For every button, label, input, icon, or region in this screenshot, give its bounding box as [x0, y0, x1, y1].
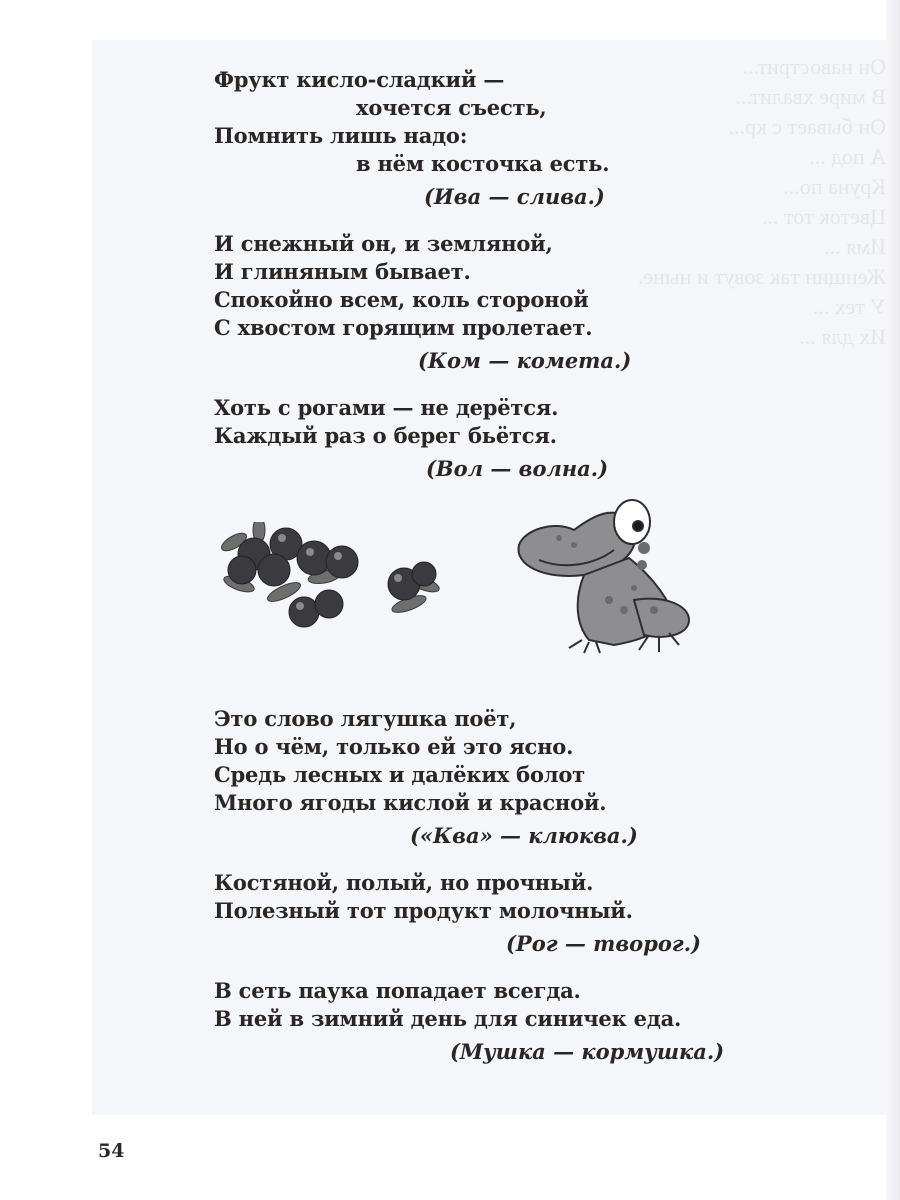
riddle-answer: (Ком — комета.) [418, 348, 632, 373]
riddle-line: Но о чём, только ей это ясно. [214, 734, 574, 759]
riddle-line: Каждый раз о берег бьётся. [214, 423, 557, 448]
page-number: 54 [98, 1140, 125, 1162]
riddle-line: Костяной, полый, но прочный. [214, 870, 594, 895]
riddle-2 [214, 230, 794, 376]
riddle-3 [214, 394, 794, 484]
riddle-line: С хвостом горящим пролетает. [214, 315, 593, 340]
riddle-line: Полезный тот продукт молочный. [214, 898, 633, 923]
riddle-6 [214, 977, 794, 1067]
frog-icon [514, 490, 704, 655]
illustration [214, 502, 794, 667]
bleed-through-text: Он навострит... В мире хвалит... Он бывает с кр... А под ... Круна по... Цветок тот ... Имя ... Женщин так зовут и ныне. У тех ... Их для ... [637, 54, 886, 349]
riddle-line: Это слово лягушка поёт, [214, 706, 517, 731]
riddle-line: И глиняным бывает. [214, 259, 471, 284]
riddle-line: Фрукт кисло-сладкий — [214, 67, 505, 92]
riddle-1 [214, 66, 794, 212]
riddle-answer: (Рог — творог.) [506, 931, 701, 956]
riddles-column [214, 66, 794, 1085]
riddle-answer: (Ива — слива.) [424, 184, 605, 209]
riddle-line: Помнить лишь надо: [214, 123, 468, 148]
riddle-line: Спокойно всем, коль стороной [214, 287, 589, 312]
riddle-answer: (Мушка — кормушка.) [450, 1039, 725, 1064]
riddle-4 [214, 705, 794, 851]
riddle-line: хочется съесть, [356, 95, 547, 120]
riddle-line: Много ягоды кислой и красной. [214, 790, 607, 815]
riddle-answer: («Ква» — клюква.) [410, 823, 638, 848]
page-edge [886, 0, 900, 1200]
riddle-line: Хоть с рогами — не дерётся. [214, 395, 559, 420]
riddle-5 [214, 869, 794, 959]
riddle-line: И снежный он, и земляной, [214, 231, 553, 256]
riddle-line: в нём косточка есть. [356, 151, 610, 176]
riddle-line: Средь лесных и далёких болот [214, 762, 585, 787]
cranberries-icon [214, 522, 454, 642]
riddle-line: В сеть паука попадает всегда. [214, 978, 581, 1003]
riddle-line: В ней в зимний день для синичек еда. [214, 1006, 682, 1031]
riddle-answer: (Вол — волна.) [426, 456, 609, 481]
